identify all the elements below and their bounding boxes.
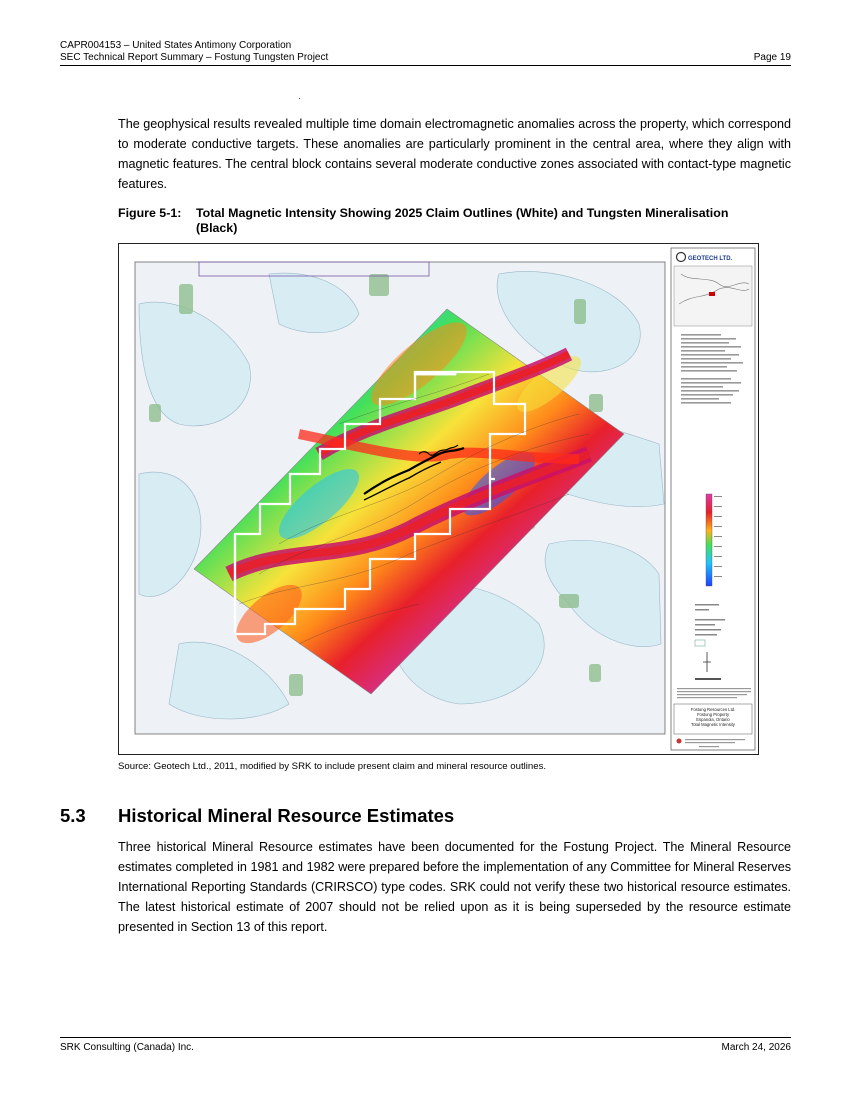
- color-scale-bar: [706, 494, 712, 586]
- header-report-title: SEC Technical Report Summary – Fostung Tungsten Project: [60, 52, 329, 63]
- title-line-4: Total Magnetic Intensity: [691, 722, 735, 727]
- figure-caption-line2: (Black): [196, 221, 238, 235]
- title-line-3: Espanola, Ontario: [696, 717, 730, 722]
- page-header: [60, 40, 791, 64]
- section-number: 5.3: [60, 805, 86, 826]
- section-heading: [60, 805, 454, 827]
- figure-caption: [118, 206, 791, 236]
- footer-company: SRK Consulting (Canada) Inc.: [60, 1042, 194, 1053]
- intro-paragraph: The geophysical results revealed multiple time domain electromagnetic anomalies across the property, which correspond to moderate conductive targets. These anomalies are particularly prominent in the central area, where they align with magnetic features. The central block contains several moderate conductive zones associated with contact-type magnetic features.: [118, 117, 791, 191]
- figure-label: Figure 5-1:: [118, 206, 182, 220]
- title-line-2: Fostung Property: [696, 712, 730, 717]
- footer-date: March 24, 2026: [721, 1042, 791, 1053]
- scale-bar: [695, 678, 721, 680]
- title-line-1: Fostung Resources Ltd.: [690, 707, 736, 712]
- company-logo-icon: [677, 739, 682, 744]
- section-paragraph: Three historical Mineral Resource estimates have been documented for the Fostung Project. The Mineral Resource estimates completed in 1981 and 1982 were prepared before the implementation of any Committee for Mineral Reserves International Reporting Standards (CRIRSCO) type codes. SRK could not verify these two historical resource estimates. The latest historical estimate of 2007 should not be relied upon as it is being superseded by the resource estimate presented in Section 13 of this report.: [118, 840, 791, 934]
- figure-source: Source: Geotech Ltd., 2011, modified by SRK to include present claim and mineral resource outlines.: [118, 761, 547, 772]
- map-svg: [119, 244, 758, 754]
- header-rule: [60, 65, 791, 66]
- page-number: Page 19: [753, 52, 791, 63]
- magnetic-intensity-map: [118, 243, 759, 755]
- section-title: Historical Mineral Resource Estimates: [118, 805, 455, 826]
- legend-company: GEOTECH LTD.: [688, 256, 733, 262]
- header-report-id: CAPR004153 – United States Antimony Corporation: [60, 40, 292, 51]
- footer-rule: [60, 1037, 791, 1038]
- stray-mark: [299, 98, 300, 99]
- figure-caption-line1: Total Magnetic Intensity Showing 2025 Claim Outlines (White) and Tungsten Mineralisation: [196, 206, 729, 220]
